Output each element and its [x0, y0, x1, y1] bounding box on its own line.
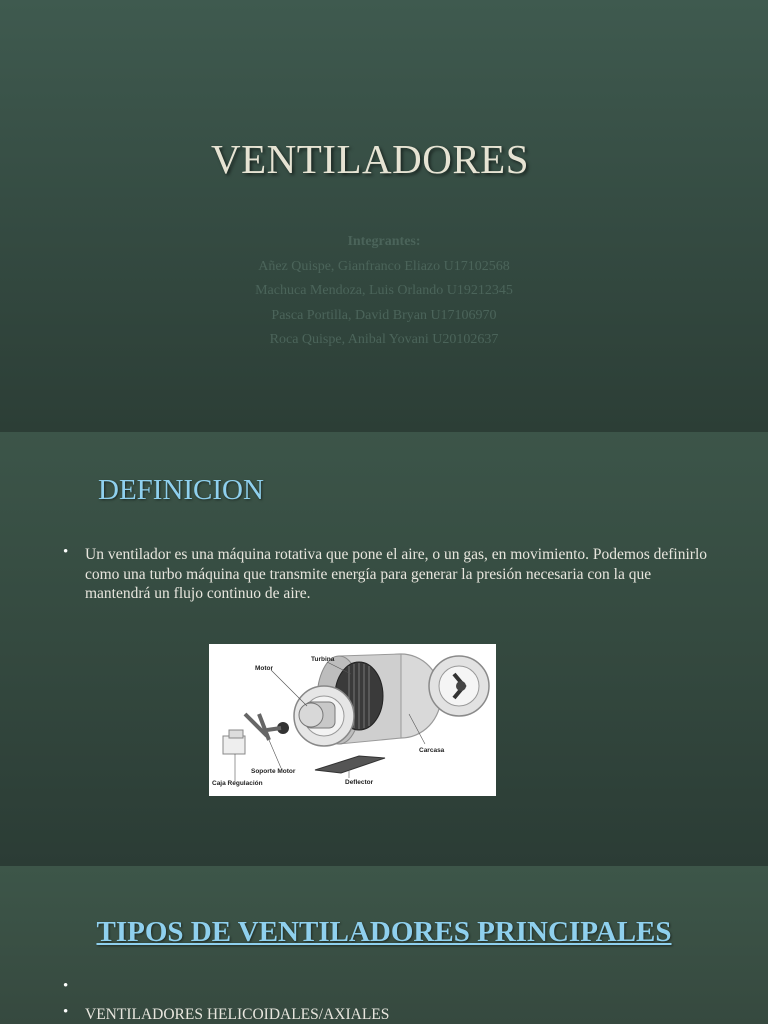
definition-text: Un ventilador es una máquina rotativa que pone el aire, o un gas, en movimiento. Podemos definirlo como una turbo máquina que transmite energía para generar la presión necesaria con la que mantendrá un flujo continuo de aire.: [85, 546, 707, 602]
types-heading: TIPOS DE VENTILADORES PRINCIPALES: [96, 916, 672, 948]
members-heading: Integrantes:: [347, 234, 421, 249]
members-list: [0, 230, 768, 353]
definition-slide: [0, 432, 768, 866]
presentation-title: VENTILADORES: [210, 136, 530, 182]
member-item: Añez Quispe, Gianfranco Eliazo U17102568: [258, 258, 510, 274]
bullet-icon: •: [63, 978, 69, 994]
types-slide: [0, 866, 768, 1024]
label-carcasa: Carcasa: [419, 747, 445, 754]
title-slide: [0, 0, 768, 432]
bullet-icon: •: [63, 544, 69, 560]
fan-diagram-image: [209, 644, 496, 796]
definition-heading: DEFINICION: [98, 474, 264, 506]
fan-exploded-diagram: [209, 644, 496, 796]
list-item: VENTILADORES HELICOIDALES/AXIALES: [85, 1006, 390, 1023]
label-deflector: Deflector: [345, 779, 374, 786]
label-caja-regulacion: Caja Regulación: [212, 780, 263, 787]
member-item: Roca Quispe, Anibal Yovani U20102637: [269, 332, 499, 347]
label-soporte-motor: Soporte Motor: [251, 768, 296, 775]
bullet-icon: •: [63, 1004, 69, 1020]
member-item: Pasca Portilla, David Bryan U17106970: [271, 307, 497, 323]
label-turbina: Turbina: [311, 656, 335, 663]
member-item: Machuca Mendoza, Luis Orlando U19212345: [255, 283, 513, 298]
label-motor: Motor: [255, 665, 274, 672]
